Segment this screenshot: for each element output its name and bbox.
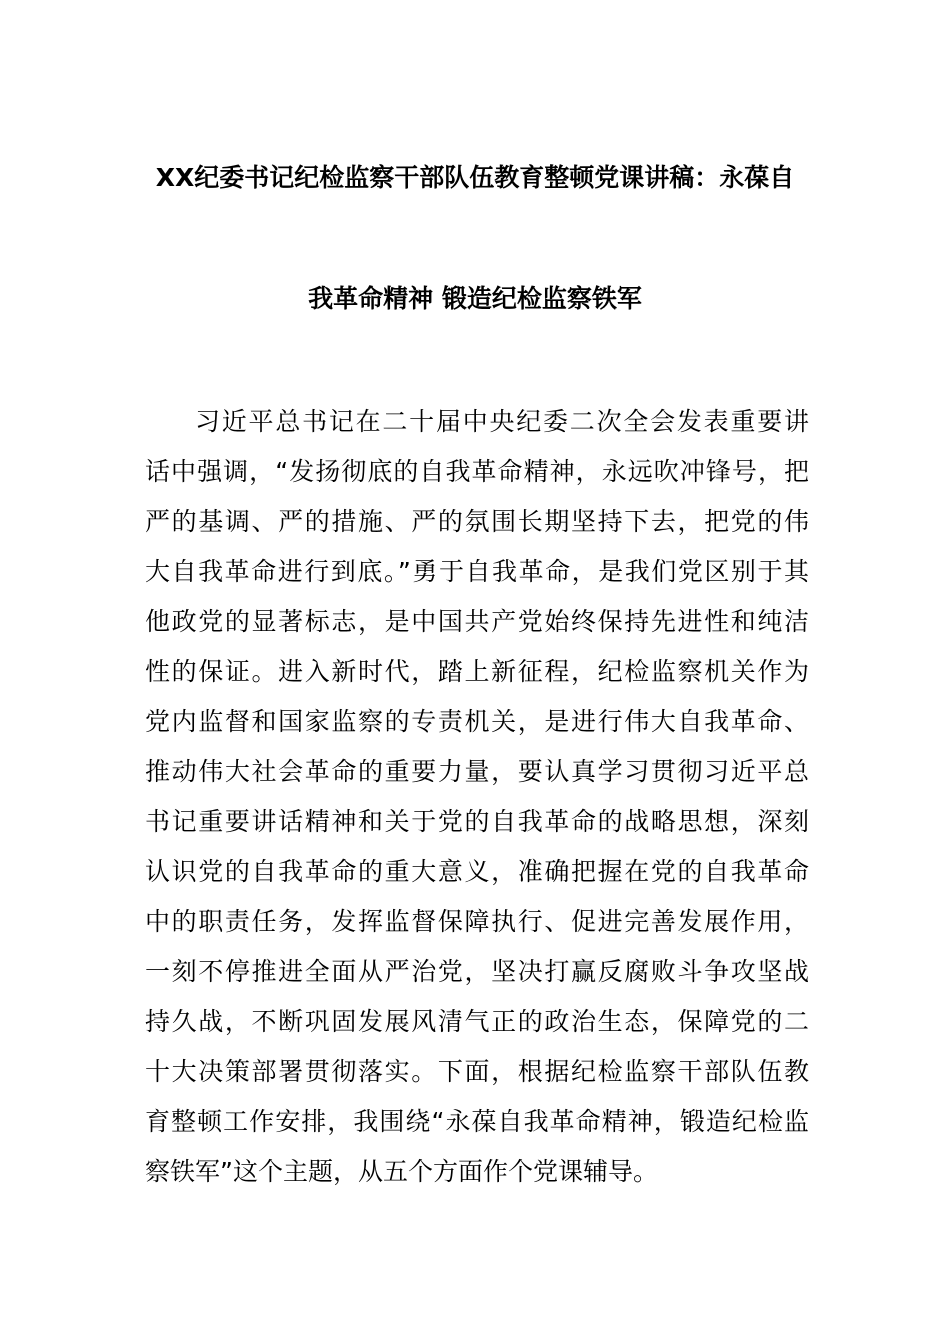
paragraph-line: 习近平总书记在二十届中央纪委二次全会发表重要讲 <box>195 407 809 436</box>
paragraph-line: 推动伟大社会革命的重要力量，要认真学习贯彻习近平总 <box>145 757 809 786</box>
paragraph-line: 话中强调，“发扬彻底的自我革命精神，永远吹冲锋号，把 <box>145 457 809 486</box>
paragraph-line: 认识党的自我革命的重大意义，准确把握在党的自我革命 <box>145 857 809 886</box>
paragraph-line: 中的职责任务，发挥监督保障执行、促进完善发展作用， <box>145 907 809 936</box>
paragraph-line: 他政党的显著标志，是中国共产党始终保持先进性和纯洁 <box>145 607 809 636</box>
body-paragraph <box>145 400 809 1200</box>
paragraph-line: 察铁军”这个主题，从五个方面作个党课辅导。 <box>145 1157 658 1186</box>
document-title-line-1: XX纪委书记纪检监察干部队伍教育整顿党课讲稿：永葆自 <box>155 163 795 192</box>
paragraph-line: 大自我革命进行到底。”勇于自我革命，是我们党区别于其 <box>145 557 809 586</box>
paragraph-line: 性的保证。进入新时代，踏上新征程，纪检监察机关作为 <box>145 657 809 686</box>
document-title-line-2: 我革命精神 锻造纪检监察铁军 <box>308 284 642 313</box>
paragraph-line: 一刻不停推进全面从严治党，坚决打赢反腐败斗争攻坚战 <box>145 957 809 986</box>
paragraph-line: 党内监督和国家监察的专责机关，是进行伟大自我革命、 <box>145 707 809 736</box>
paragraph-line: 育整顿工作安排，我围绕“永葆自我革命精神，锻造纪检监 <box>145 1107 809 1136</box>
paragraph-line: 十大决策部署贯彻落实。下面，根据纪检监察干部队伍教 <box>145 1057 809 1086</box>
paragraph-line: 严的基调、严的措施、严的氛围长期坚持下去，把党的伟 <box>145 507 809 536</box>
paragraph-line: 持久战，不断巩固发展风清气正的政治生态，保障党的二 <box>145 1007 809 1036</box>
paragraph-line: 书记重要讲话精神和关于党的自我革命的战略思想，深刻 <box>145 807 809 836</box>
